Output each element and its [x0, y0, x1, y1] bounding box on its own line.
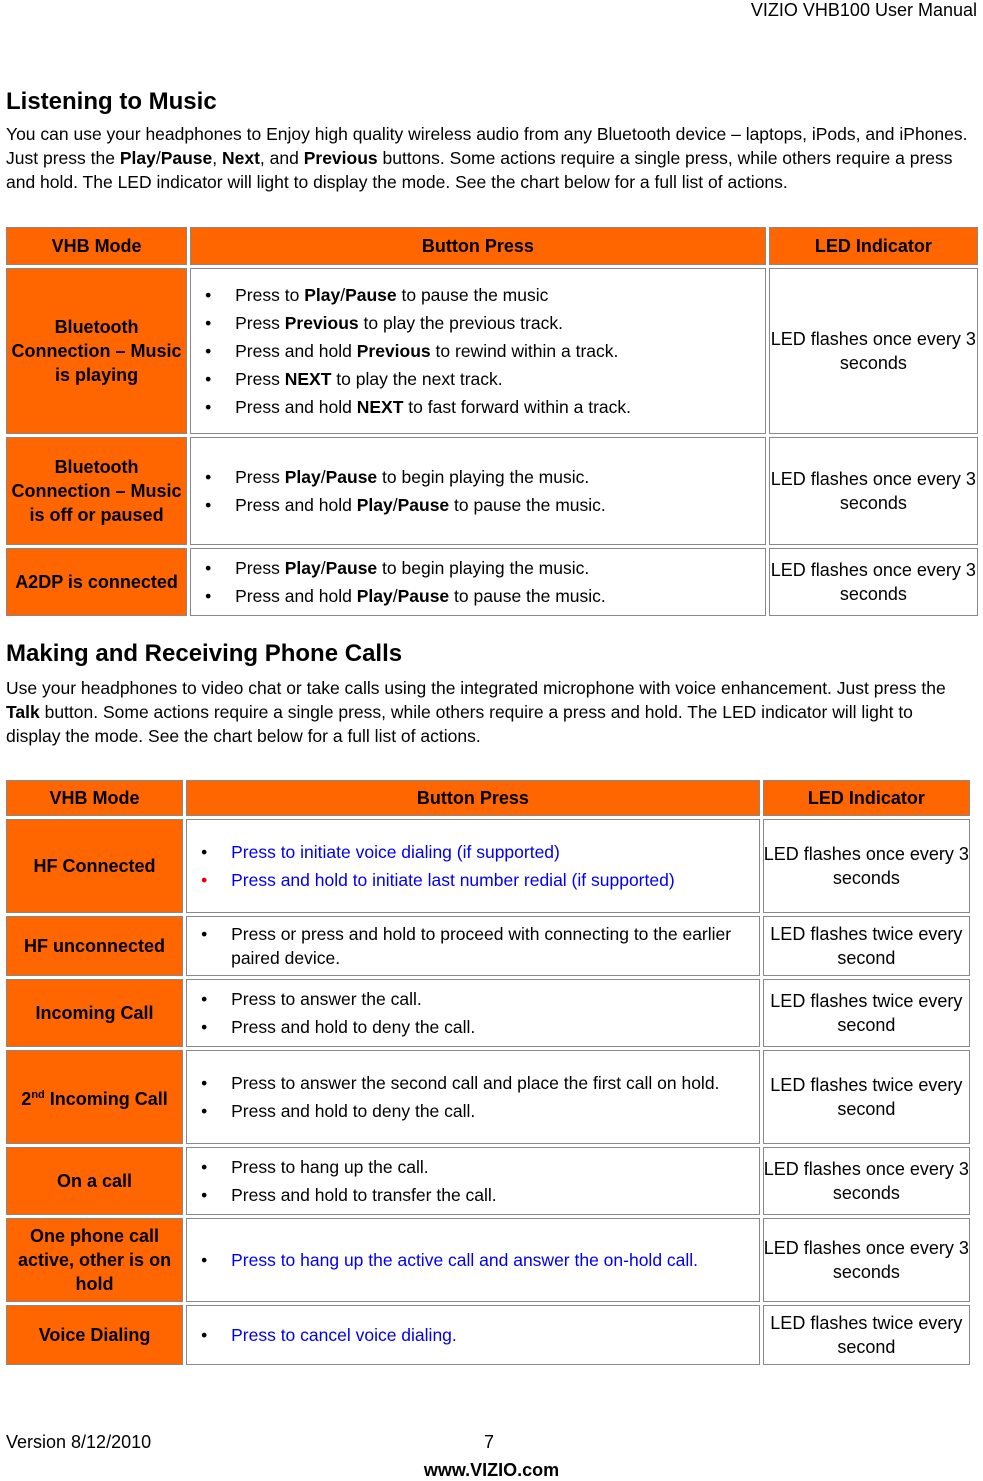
calls-table	[3, 777, 973, 1368]
calls-mode-cell: Voice Dialing	[6, 1305, 183, 1365]
music-header-led: LED Indicator	[769, 227, 978, 265]
bullet-item: • Press and hold Play/Pause to pause the music.	[191, 493, 765, 517]
music-led-cell: LED flashes once every 3 seconds	[769, 268, 978, 434]
calls-row	[6, 916, 970, 976]
bullet-item: • Press or press and hold to proceed with connecting to the earlier paired device.	[187, 922, 759, 970]
bullet-item: • Press to initiate voice dialing (if supported)	[187, 840, 759, 864]
music-row	[6, 548, 978, 616]
bullet-item: • Press and hold NEXT to fast forward within a track.	[191, 395, 765, 419]
bullet-item: • Press and hold Play/Pause to pause the music.	[191, 584, 765, 608]
music-mode-cell: A2DP is connected	[6, 548, 187, 616]
calls-row	[6, 819, 970, 913]
calls-mode-cell: Incoming Call	[6, 979, 183, 1047]
music-led-cell: LED flashes once every 3 seconds	[769, 548, 978, 616]
music-mode-cell: Bluetooth Connection – Music is playing	[6, 268, 187, 434]
bullet-item: • Press to hang up the active call and answer the on-hold call.	[187, 1248, 759, 1272]
music-table	[3, 224, 981, 619]
bullet-item: • Press and hold to deny the call.	[187, 1099, 759, 1123]
calls-led-cell: LED flashes once every 3 seconds	[763, 819, 970, 913]
music-mode-cell: Bluetooth Connection – Music is off or paused	[6, 437, 187, 545]
music-button-press-cell	[190, 268, 766, 434]
calls-header-led: LED Indicator	[763, 780, 970, 816]
bullet-item: • Press and hold to initiate last number redial (if supported)	[187, 868, 759, 892]
calls-mode-cell: HF unconnected	[6, 916, 183, 976]
bullet-item: • Press NEXT to play the next track.	[191, 367, 765, 391]
music-intro: You can use your headphones to Enjoy high quality wireless audio from any Bluetooth device – laptops, iPods, and iPhones. Just press the Play/Pause, Next, and Previous buttons. Some actions require a single press, while others require a press and hold. The LED indicator will light to display the mode. See the chart below for a full list of actions.	[6, 124, 968, 192]
bullet-item: • Press Previous to play the previous track.	[191, 311, 765, 335]
calls-button-press-cell	[186, 1305, 760, 1365]
calls-button-press-cell	[186, 1218, 760, 1302]
calls-row	[6, 1147, 970, 1215]
music-row	[6, 437, 978, 545]
bullet-item: • Press Play/Pause to begin playing the music.	[191, 465, 765, 489]
calls-led-cell: LED flashes twice every second	[763, 1305, 970, 1365]
footer-url: www.VIZIO.com	[423, 1460, 560, 1480]
bullet-item: • Press to hang up the call.	[187, 1155, 759, 1179]
calls-intro: Use your headphones to video chat or take calls using the integrated microphone with voice enhancement. Just press the Talk button. Some actions require a single press, while others require a press and hold. The LED indicator will light to display the mode. See the chart below for a full list of actions.	[6, 678, 946, 746]
calls-mode-cell: One phone call active, other is on hold	[6, 1218, 183, 1302]
calls-row	[6, 1050, 970, 1144]
bullet-item: • Press and hold to transfer the call.	[187, 1183, 759, 1207]
calls-header-press: Button Press	[186, 780, 760, 816]
calls-mode-cell: 2nd Incoming Call	[6, 1050, 183, 1144]
calls-row	[6, 1305, 970, 1365]
calls-button-press-cell	[186, 819, 760, 913]
music-header-press: Button Press	[190, 227, 766, 265]
music-button-press-cell	[190, 548, 766, 616]
calls-button-press-cell	[186, 979, 760, 1047]
calls-section-title: Making and Receiving Phone Calls	[6, 640, 403, 667]
calls-led-cell: LED flashes twice every second	[763, 1050, 970, 1144]
calls-mode-cell: HF Connected	[6, 819, 183, 913]
music-row	[6, 268, 978, 434]
calls-header-mode: VHB Mode	[6, 780, 183, 816]
music-button-press-cell	[190, 437, 766, 545]
calls-row	[6, 979, 970, 1047]
bullet-item: • Press Play/Pause to begin playing the music.	[191, 556, 765, 580]
bullet-item: • Press to Play/Pause to pause the music	[191, 283, 765, 307]
calls-led-cell: LED flashes once every 3 seconds	[763, 1147, 970, 1215]
calls-mode-cell: On a call	[6, 1147, 183, 1215]
footer-version: Version 8/12/2010	[6, 1432, 152, 1452]
calls-button-press-cell	[186, 1050, 760, 1144]
header-title: VIZIO VHB100 User Manual	[750, 0, 977, 20]
bullet-item: • Press to answer the call.	[187, 987, 759, 1011]
bullet-item: • Press and hold Previous to rewind within a track.	[191, 339, 765, 363]
footer-page-number: 7	[484, 1432, 495, 1452]
calls-led-cell: LED flashes twice every second	[763, 916, 970, 976]
calls-button-press-cell	[186, 1147, 760, 1215]
calls-button-press-cell	[186, 916, 760, 976]
bullet-item: • Press to answer the second call and place the first call on hold.	[187, 1071, 759, 1095]
calls-led-cell: LED flashes twice every second	[763, 979, 970, 1047]
calls-row	[6, 1218, 970, 1302]
bullet-item: • Press and hold to deny the call.	[187, 1015, 759, 1039]
music-header-mode: VHB Mode	[6, 227, 187, 265]
calls-led-cell: LED flashes once every 3 seconds	[763, 1218, 970, 1302]
music-led-cell: LED flashes once every 3 seconds	[769, 437, 978, 545]
music-section-title: Listening to Music	[6, 88, 217, 115]
bullet-item: • Press to cancel voice dialing.	[187, 1323, 759, 1347]
